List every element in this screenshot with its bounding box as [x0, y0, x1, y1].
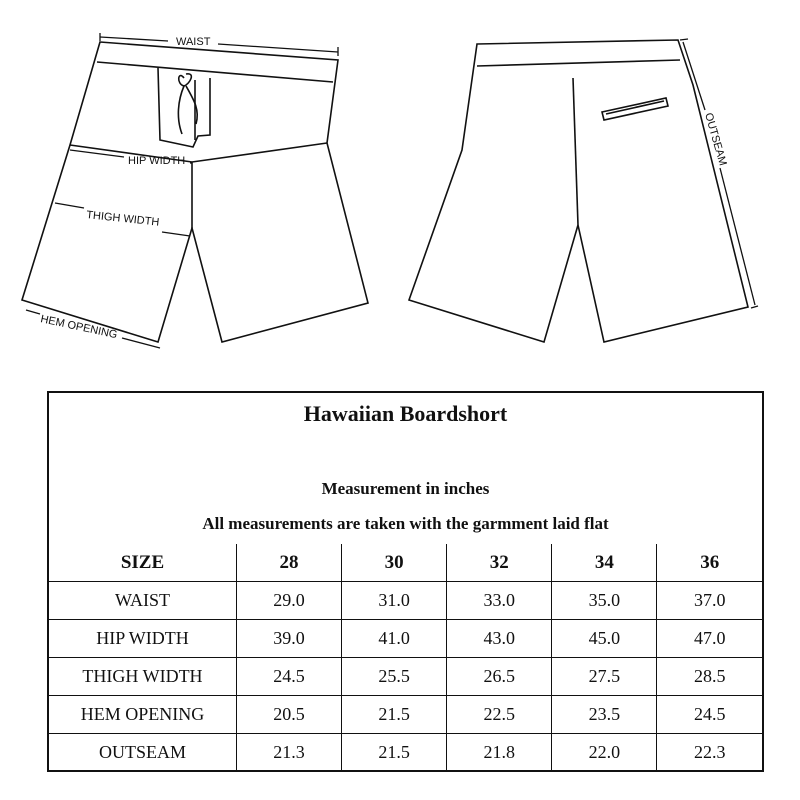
garment-diagram: [0, 0, 800, 370]
table-cell: 41.0: [342, 620, 447, 658]
table-cell: 24.5: [237, 658, 342, 696]
header-cell: 36: [657, 544, 762, 582]
table-cell: 27.5: [552, 658, 657, 696]
header-cell: 32: [447, 544, 552, 582]
measure-lines-front: [26, 33, 338, 348]
table-cell: 20.5: [237, 696, 342, 734]
table-cell: 21.3: [237, 734, 342, 772]
table-cell: 47.0: [657, 620, 762, 658]
table-cell: 21.5: [342, 734, 447, 772]
table-cell: 33.0: [447, 582, 552, 620]
measurement-unit-note: Measurement in inches: [321, 479, 490, 498]
table-cell: 28.5: [657, 658, 762, 696]
thigh-width-label: THIGH WIDTH: [85, 209, 160, 229]
table-cell: 25.5: [342, 658, 447, 696]
hem-opening-label: HEM OPENING: [39, 313, 119, 342]
table-cell: 31.0: [342, 582, 447, 620]
table-cell: 21.8: [447, 734, 552, 772]
table-cell: 45.0: [552, 620, 657, 658]
table-header-row: [49, 544, 762, 582]
header-cell: SIZE: [49, 544, 237, 582]
waist-label: WAIST: [176, 36, 211, 48]
size-chart: [47, 391, 764, 772]
table-cell: 22.0: [552, 734, 657, 772]
table-cell: 43.0: [447, 620, 552, 658]
table-row: [49, 658, 762, 696]
chart-title: Hawaiian Boardshort: [303, 401, 508, 426]
measurement-table: [49, 544, 762, 771]
table-cell: 39.0: [237, 620, 342, 658]
table-cell: 22.3: [657, 734, 762, 772]
table-cell: 26.5: [447, 658, 552, 696]
row-label: WAIST: [49, 582, 237, 620]
table-row: [49, 696, 762, 734]
row-label: OUTSEAM: [49, 734, 237, 772]
chart-header: [49, 393, 762, 544]
hip-width-label: HIP WIDTH: [128, 155, 186, 167]
shorts-front-outline: [22, 42, 368, 342]
row-label: THIGH WIDTH: [49, 658, 237, 696]
table-row: [49, 620, 762, 658]
row-label: HEM OPENING: [49, 696, 237, 734]
table-cell: 22.5: [447, 696, 552, 734]
header-cell: 28: [237, 544, 342, 582]
table-cell: 29.0: [237, 582, 342, 620]
header-cell: 34: [552, 544, 657, 582]
table-cell: 23.5: [552, 696, 657, 734]
laid-flat-note: All measurements are taken with the garmment laid flat: [202, 514, 609, 533]
row-label: HIP WIDTH: [49, 620, 237, 658]
outseam-label: OUTSEAM: [702, 111, 729, 168]
table-cell: 21.5: [342, 696, 447, 734]
table-cell: 24.5: [657, 696, 762, 734]
table-cell: 37.0: [657, 582, 762, 620]
table-cell: 35.0: [552, 582, 657, 620]
table-row: [49, 734, 762, 772]
header-cell: 30: [342, 544, 447, 582]
table-row: [49, 582, 762, 620]
